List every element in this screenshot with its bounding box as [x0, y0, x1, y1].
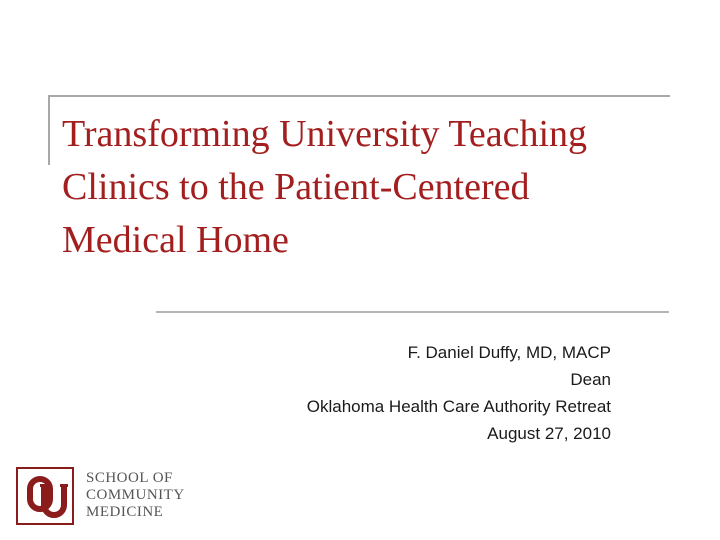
ou-monogram-icon [26, 475, 68, 521]
event-date: August 27, 2010 [487, 424, 611, 443]
school-name-line-1: SCHOOL OF [86, 470, 173, 486]
title-line-2: Clinics to the Patient-Centered [62, 166, 530, 208]
ou-logo-box [16, 467, 74, 525]
school-name [86, 470, 185, 521]
school-logo [16, 467, 196, 525]
title-line-1: Transforming University Teaching [62, 113, 588, 155]
presenter-title: Dean [570, 370, 611, 389]
title-frame-left-line [48, 95, 50, 165]
school-name-line-2: COMMUNITY [86, 487, 185, 503]
divider-line [156, 311, 669, 313]
presenter-name: F. Daniel Duffy, MD, MACP [407, 343, 611, 362]
slide-title [62, 108, 682, 267]
event-name: Oklahoma Health Care Authority Retreat [306, 397, 611, 416]
presenter-info [191, 339, 611, 447]
school-name-line-3: MEDICINE [86, 504, 164, 520]
title-line-3: Medical Home [62, 219, 289, 261]
title-frame-top-line [48, 95, 670, 97]
